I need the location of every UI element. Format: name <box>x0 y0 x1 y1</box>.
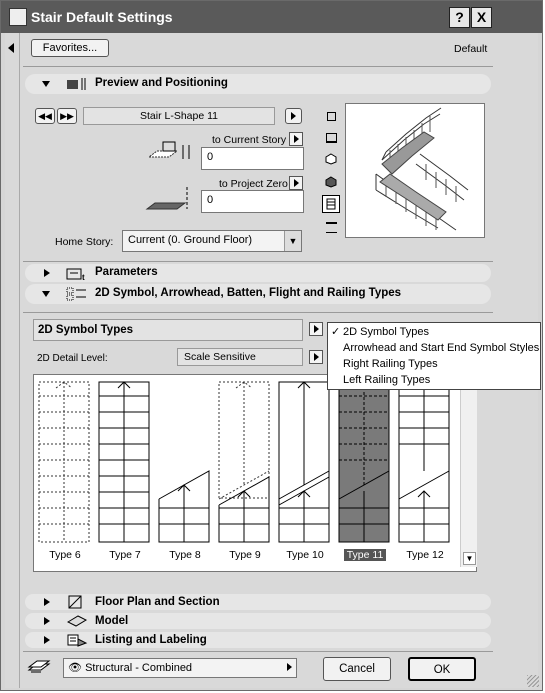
collapse-arrow-icon <box>8 43 14 53</box>
current-story-menu-button[interactable] <box>289 132 303 146</box>
type-label: Type 12 <box>406 549 444 561</box>
menu-item-arrowhead-styles[interactable]: Arrowhead and Start End Symbol Styles <box>343 342 540 354</box>
chevron-right-icon <box>287 663 292 671</box>
layers-icon <box>27 658 51 676</box>
view-section-icon[interactable] <box>326 133 337 143</box>
section-symbol-header[interactable] <box>25 284 491 304</box>
previous-button[interactable]: ◀◀ <box>35 108 55 124</box>
type-item[interactable] <box>218 381 272 561</box>
type-label: Type 9 <box>229 549 261 561</box>
view-shaded-icon[interactable] <box>325 176 337 188</box>
menu-item-left-railing[interactable]: Left Railing Types <box>343 374 431 386</box>
window-title: Stair Default Settings <box>31 9 173 25</box>
floor-plan-icon <box>66 595 88 609</box>
view-axonometric-icon[interactable] <box>325 153 337 165</box>
next-button[interactable]: ▶▶ <box>57 108 77 124</box>
symbol-category-field: 2D Symbol Types <box>33 319 303 341</box>
section-listing-header[interactable] <box>25 632 491 648</box>
stair-app-icon <box>9 8 27 26</box>
type-label: Type 7 <box>109 549 141 561</box>
view-stair-preview-icon[interactable] <box>322 195 340 213</box>
scroll-down-icon[interactable]: ▼ <box>463 552 476 565</box>
title-bar[interactable] <box>1 1 542 33</box>
view-list-icon[interactable] <box>326 222 337 233</box>
menu-item-2d-symbol-types[interactable]: ✓ 2D Symbol Types <box>331 326 430 338</box>
menu-item-right-railing[interactable]: Right Railing Types <box>343 358 438 370</box>
section-floorplan-label: Floor Plan and Section <box>95 596 220 608</box>
stair-menu-button[interactable] <box>285 108 302 124</box>
divider <box>23 651 493 652</box>
home-story-select[interactable] <box>122 230 302 252</box>
expand-triangle-icon <box>44 617 50 625</box>
section-listing-label: Listing and Labeling <box>95 634 207 646</box>
home-story-label: Home Story: <box>55 236 114 248</box>
home-story-value: Current (0. Ground Floor) <box>128 234 253 246</box>
help-button[interactable]: ? <box>449 7 470 28</box>
checkmark-icon: ✓ <box>331 326 341 338</box>
type-item[interactable] <box>38 381 92 561</box>
view-plan-icon[interactable] <box>327 112 336 121</box>
symbol-type-gallery <box>33 374 477 572</box>
svg-text:t: t <box>82 273 85 281</box>
section-symbol-label: 2D Symbol, Arrowhead, Batten, Flight and Railing Types <box>95 287 402 299</box>
detail-level-field: Scale Sensitive <box>177 348 303 366</box>
stair-positioning-icon <box>66 77 88 91</box>
project-zero-icon <box>145 185 195 213</box>
ok-button[interactable]: OK <box>408 657 476 681</box>
expand-triangle-icon <box>42 291 50 297</box>
stair-3d-image <box>346 104 484 237</box>
type-item[interactable] <box>158 381 212 561</box>
gallery-scrollbar[interactable] <box>460 379 477 567</box>
section-parameters-label: Parameters <box>95 266 158 278</box>
expand-triangle-icon <box>44 598 50 606</box>
detail-level-label: 2D Detail Level: <box>37 353 108 364</box>
divider <box>23 312 493 313</box>
stair-name-field: Stair L-Shape 11 <box>83 107 275 125</box>
type-label: Type 10 <box>286 549 324 561</box>
type-item[interactable] <box>98 381 152 561</box>
layer-select[interactable] <box>63 658 297 678</box>
expand-triangle-icon <box>44 636 50 644</box>
divider <box>23 261 493 262</box>
section-floorplan-header[interactable] <box>25 594 491 610</box>
parameters-icon <box>66 267 88 281</box>
symbol-category-menu-button[interactable] <box>309 322 323 336</box>
cancel-button[interactable]: Cancel <box>323 657 391 681</box>
divider <box>23 66 493 67</box>
detail-level-menu-button[interactable] <box>309 350 323 364</box>
default-label: Default <box>454 43 488 55</box>
section-preview-label: Preview and Positioning <box>95 77 228 89</box>
type-label: Type 8 <box>169 549 201 561</box>
section-preview-header[interactable] <box>25 74 491 94</box>
model-icon <box>66 614 88 628</box>
symbol-types-icon <box>66 287 88 301</box>
eye-icon: 👁 <box>68 662 82 674</box>
to-current-story-label: to Current Story <box>212 134 287 146</box>
layer-select-value: Structural - Combined <box>85 662 193 674</box>
project-zero-offset-input[interactable]: 0 <box>201 190 304 213</box>
story-offset-icon <box>147 139 199 163</box>
resize-grip-icon[interactable] <box>527 675 539 687</box>
current-story-offset-input[interactable]: 0 <box>201 147 304 170</box>
stair-3d-preview <box>345 103 485 238</box>
type-item[interactable] <box>398 381 452 561</box>
section-parameters-header[interactable] <box>25 264 491 282</box>
type-label: Type 6 <box>49 549 81 561</box>
symbol-category-menu <box>327 322 541 390</box>
type-item[interactable] <box>278 381 332 561</box>
close-button[interactable]: X <box>471 7 492 28</box>
section-model-header[interactable] <box>25 613 491 629</box>
to-project-zero-label: to Project Zero <box>219 178 288 190</box>
type-item-selected[interactable] <box>338 381 392 561</box>
expand-triangle-icon <box>44 269 50 277</box>
project-zero-menu-button[interactable] <box>289 176 303 190</box>
collapse-strip[interactable] <box>5 33 20 688</box>
favorites-button[interactable]: Favorites... <box>31 39 109 57</box>
expand-triangle-icon <box>42 81 50 87</box>
section-model-label: Model <box>95 615 129 627</box>
listing-icon <box>66 633 88 647</box>
chevron-down-icon: ▼ <box>284 231 301 251</box>
type-label: Type 11 <box>342 549 388 561</box>
